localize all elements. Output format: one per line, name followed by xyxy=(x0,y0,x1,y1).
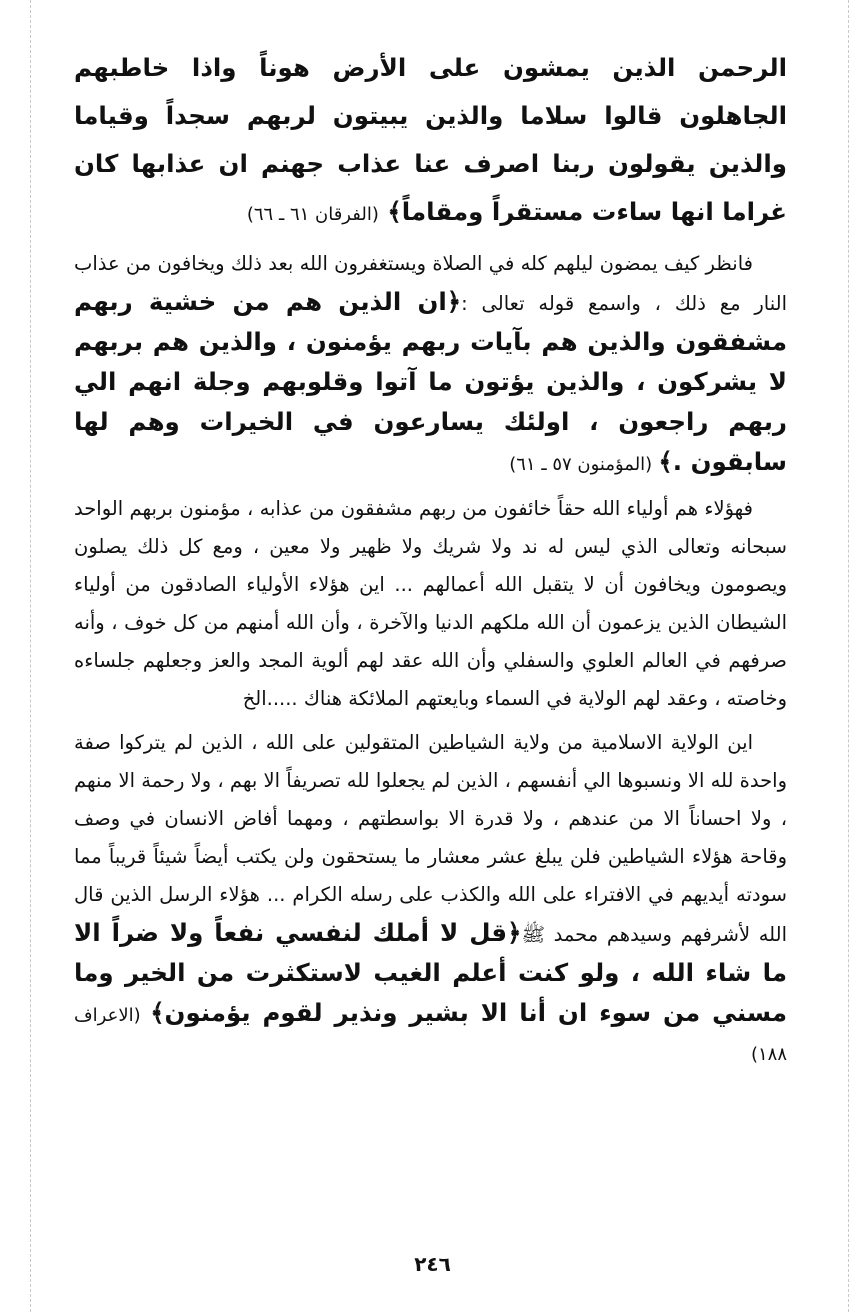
scan-edge-right xyxy=(848,0,849,1312)
paragraph-wilaya xyxy=(74,724,787,1074)
quran-quote-araf: ﴿قل لا أملك لنفسي نفعاً ولا ضراً الا ما شاء الله ، ولو كنت أعلم الغيب لاستكثرت من الخير وما مسني من سوء ان أنا الا بشير ونذير لقوم يؤمنون﴾ xyxy=(74,918,788,1027)
page-number: ٢٤٦ xyxy=(414,1252,451,1276)
quote-reference-araf: (الاعراف ١٨٨) xyxy=(74,1005,787,1065)
body-text-muminun-intro: فانظر كيف يمضون ليلهم كله في الصلاة ويستغفرون الله بعد ذلك ويخافون من عذاب النار مع ذلك ، واسمع قوله تعالى : xyxy=(74,252,787,315)
paragraph-awliya xyxy=(74,490,787,718)
body-text-awliya: فهؤلاء هم أولياء الله حقاً خائفون من ربهم مشفقون من عذابه ، مؤمنون بربهم الواحد سبحانه وتعالى الذي ليس له ند ولا شريك ولا ظهير ولا معين ، ومع كل ذلك يصلون ويصومون ويخافون أن لا يتقبل الله أعمالهم ... اين هؤلاء الأولياء الصادقون من أولياء الشيطان الذين يزعمون أن الله ملكهم الدنيا والآخرة ، وأن الله أمنهم من كل خوف ، وأنه صرفهم في العالم العلوي والسفلي وأن الله عقد لهم ألوية المجد والعز وجعلهم جلساءه وخاصته ، وعقد لهم الولاية في السماء وبايعتهم الملائكة هناك .....الخ xyxy=(74,497,787,710)
quote-reference-muminun: (المؤمنون ٥٧ ـ ٦١) xyxy=(509,454,653,475)
paragraph-furqan-quote xyxy=(74,44,787,239)
scan-edge-left xyxy=(30,0,31,1312)
body-text-wilaya: اين الولاية الاسلامية من ولاية الشياطين المتقولين على الله ، الذين لم يتركوا صفة واحدة لله الا ونسبوها الي أنفسهم ، الذين لم يجعلوا لله تصريفاً الا بهم ، ولا رحمة الا منهم ، ولا احساناً الا من عندهم ، ولا قدرة الا بواسطتهم ، ومهما أفاض الانسان في وصف وقاحة هؤلاء الشياطين فلن يبلغ عشر معشار ما يستحقون ولن يكتب أيضاً شيئاً قريباً مما سودته أيديهم في الافتراء على الله والكذب على رسله الكرام ... هؤلاء الرسل الذين قال الله لأشرفهم وسيدهم محمد ﷺ xyxy=(74,731,788,946)
quote-reference-furqan: (الفرقان ٦١ ـ ٦٦) xyxy=(246,204,379,225)
paragraph-muminun xyxy=(74,245,787,484)
quran-quote-furqan: الرحمن الذين يمشون على الأرض هوناً واذا خاطبهم الجاهلون قالوا سلاما والذين يبيتون لربهم سجداً وقياما والذين يقولون ربنا اصرف عنا عذاب جهنم ان عذابها كان غراما انها ساءت مستقراً ومقاماً﴾ xyxy=(74,53,787,226)
quran-quote-muminun: ﴿ان الذين هم من خشية ربهم مشفقون والذين هم بآيات ربهم يؤمنون ، والذين هم بربهم لا يشركون ، والذين يؤتون ما آتوا وقلوبهم وجلة انهم الي ربهم راجعون ، اولئك يسارعون في الخيرات وهم لها سابقون .﴾ xyxy=(74,287,787,476)
